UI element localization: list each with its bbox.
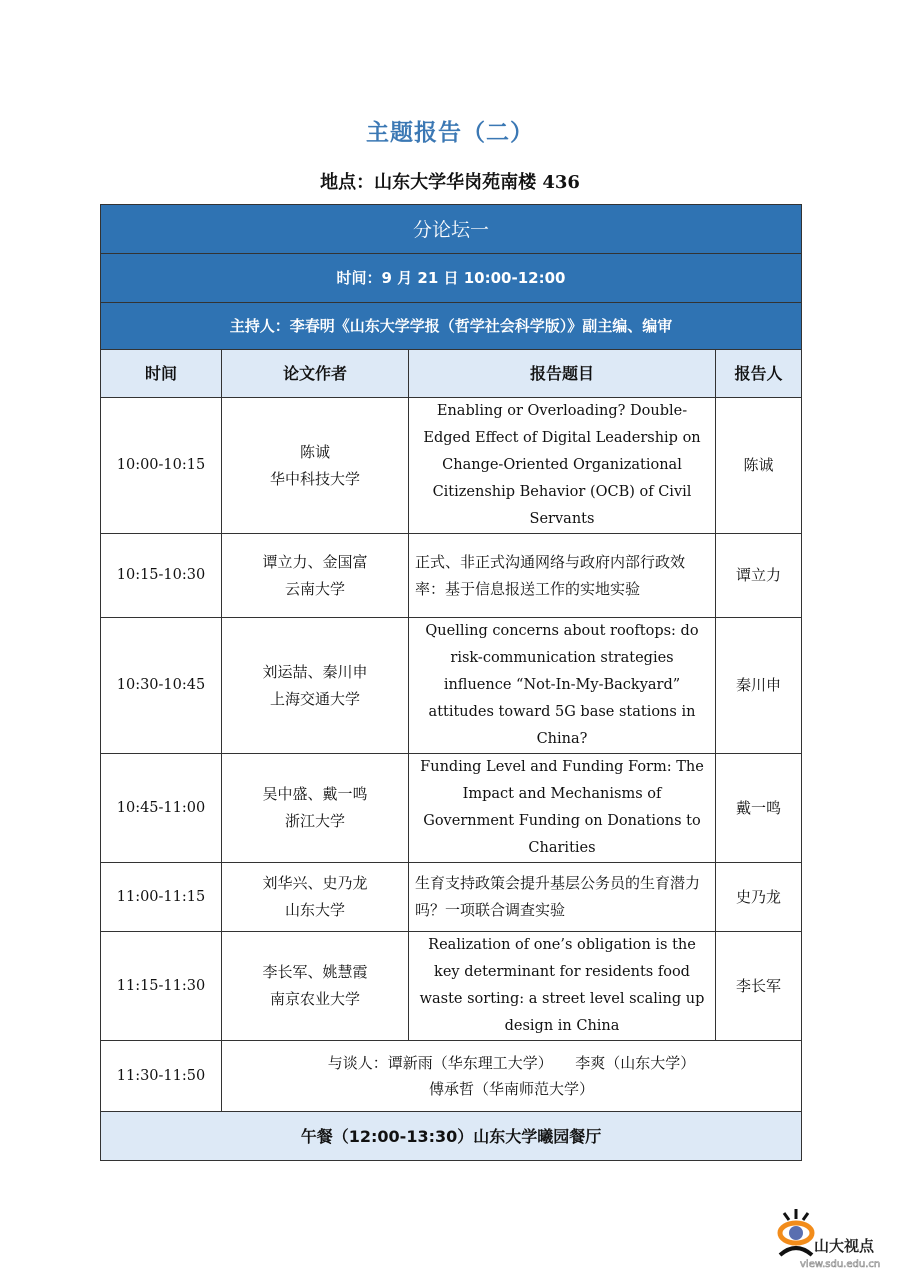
table-row bbox=[101, 534, 802, 618]
svg-text:view.sdu.edu.cn: view.sdu.edu.cn bbox=[800, 1259, 881, 1270]
table-row bbox=[101, 863, 802, 932]
row-affiliation: 云南大学 bbox=[284, 579, 345, 598]
row-authors: 陈诚 bbox=[299, 442, 330, 461]
table-row bbox=[101, 754, 802, 863]
row-affiliation: 浙江大学 bbox=[284, 812, 345, 830]
row-affiliation: 上海交通大学 bbox=[269, 689, 360, 708]
header-row bbox=[101, 350, 802, 398]
table-row bbox=[101, 618, 802, 754]
row-title: Funding Level and Funding Form: The Impact and Mechanisms of Government Funding on Donations to Charities bbox=[409, 754, 716, 863]
discussants-line1: 与谈人：谭新雨（华东理工大学） 李爽（山东大学） bbox=[327, 1054, 696, 1072]
row-time: 11:15-11:30 bbox=[101, 932, 222, 1041]
row-time: 10:15-10:30 bbox=[101, 534, 222, 618]
header-speaker: 报告人 bbox=[716, 350, 802, 398]
row-speaker: 谭立力 bbox=[716, 534, 802, 618]
venue: 地点：山东大学华岗苑南楼 436 bbox=[320, 172, 580, 193]
row-authors: 李长军、姚慧霞 bbox=[262, 963, 368, 981]
row-affiliation: 南京农业大学 bbox=[269, 990, 360, 1008]
page-title: 主题报告（二） bbox=[366, 119, 534, 146]
row-title: Realization of one’s obligation is the key determinant for residents food waste sorting: a street level scaling up design in China bbox=[409, 932, 716, 1041]
discussion-time: 11:30-11:50 bbox=[101, 1041, 222, 1112]
forum-name: 分论坛一 bbox=[101, 205, 802, 254]
row-speaker: 史乃龙 bbox=[716, 863, 802, 932]
row-authors: 刘运喆、秦川申 bbox=[262, 662, 368, 681]
row-time: 11:00-11:15 bbox=[101, 863, 222, 932]
row-title: 正式、非正式沟通网络与政府内部行政效率：基于信息报送工作的实地实验 bbox=[409, 534, 716, 618]
header-title: 报告题目 bbox=[409, 350, 716, 398]
svg-text:山大视点: 山大视点 bbox=[814, 1237, 875, 1255]
row-speaker: 戴一鸣 bbox=[716, 754, 802, 863]
header-time: 时间 bbox=[101, 350, 222, 398]
header-authors: 论文作者 bbox=[222, 350, 409, 398]
table-row bbox=[101, 398, 802, 534]
row-time: 10:00-10:15 bbox=[101, 398, 222, 534]
forum-time: 时间：9 月 21 日 10:00-12:00 bbox=[101, 254, 802, 303]
forum-host: 主持人：李春明《山东大学学报（哲学社会科学版）》副主编、编审 bbox=[101, 303, 802, 350]
row-title: 生育支持政策会提升基层公务员的生育潜力吗？一项联合调查实验 bbox=[409, 863, 716, 932]
discussion-row bbox=[101, 1041, 802, 1112]
row-time: 10:30-10:45 bbox=[101, 618, 222, 754]
table-row bbox=[101, 932, 802, 1041]
row-authors: 谭立力、金国富 bbox=[262, 552, 368, 571]
row-speaker: 陈诚 bbox=[716, 398, 802, 534]
row-title: Quelling concerns about rooftops: do risk-communication strategies influence “Not-In-My-Backyard” attitudes toward 5G base stations in China? bbox=[409, 618, 716, 754]
row-title: Enabling or Overloading? Double-Edged Effect of Digital Leadership on Change-Oriented Organizational Citizenship Behavior (OCB) of Civil Servants bbox=[409, 398, 716, 534]
discussants-line2: 傅承哲（华南师范大学） bbox=[429, 1080, 595, 1098]
row-affiliation: 山东大学 bbox=[284, 901, 345, 919]
row-speaker: 秦川申 bbox=[716, 618, 802, 754]
schedule-table bbox=[100, 204, 802, 1161]
row-authors: 刘华兴、史乃龙 bbox=[262, 874, 368, 892]
row-time: 10:45-11:00 bbox=[101, 754, 222, 863]
row-authors: 吴中盛、戴一鸣 bbox=[262, 785, 368, 803]
watermark-logo bbox=[770, 1205, 890, 1270]
lunch-row: 午餐（12:00-13:30）山东大学曦园餐厅 bbox=[101, 1112, 802, 1161]
row-speaker: 李长军 bbox=[716, 932, 802, 1041]
row-affiliation: 华中科技大学 bbox=[269, 469, 360, 488]
